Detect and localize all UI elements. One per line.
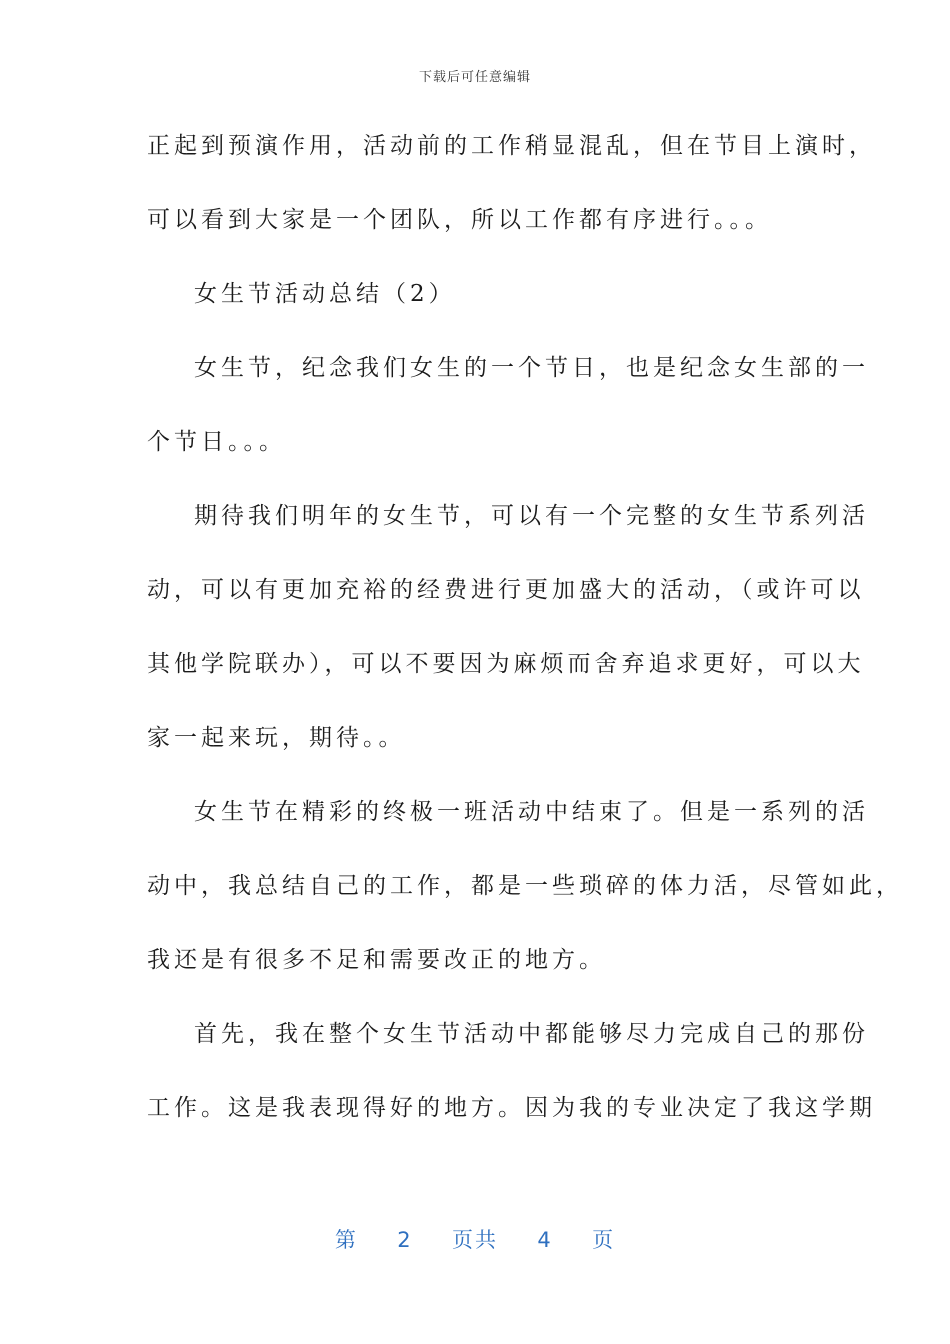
page-header: 下载后可任意编辑 bbox=[418, 70, 531, 85]
text-line: 可以看到大家是一个团队，所以工作都有序进行。。。 bbox=[147, 207, 772, 233]
text-line: 动，可以有更加充裕的经费进行更加盛大的活动，（或许可以 bbox=[147, 577, 865, 603]
text-line: 个节日。。。 bbox=[147, 429, 286, 455]
section-heading: 女生节活动总结（2） bbox=[194, 281, 456, 307]
text-line: 家一起来玩，期待。。 bbox=[147, 725, 406, 751]
text-line: 女生节在精彩的终极一班活动中结束了。但是一系列的活 bbox=[194, 799, 869, 825]
footer-prefix: 第 bbox=[334, 1228, 358, 1252]
footer-suffix: 页 bbox=[592, 1228, 616, 1252]
text-line: 首先，我在整个女生节活动中都能够尽力完成自己的那份 bbox=[194, 1021, 869, 1047]
text-line: 工作。这是我表现得好的地方。因为我的专业决定了我这学期 bbox=[147, 1095, 876, 1121]
text-line: 动中，我总结自己的工作，都是一些琐碎的体力活，尽管如此， bbox=[147, 873, 903, 899]
document-body bbox=[147, 122, 903, 1158]
page-footer bbox=[0, 1224, 950, 1254]
text-line: 其他学院联办），可以不要因为麻烦而舍弃追求更好，可以大 bbox=[147, 651, 865, 677]
text-line: 正起到预演作用，活动前的工作稍显混乱，但在节目上演时， bbox=[147, 133, 876, 159]
footer-middle: 页共 bbox=[452, 1228, 498, 1252]
current-page-number: 2 bbox=[397, 1228, 413, 1252]
text-line: 女生节，纪念我们女生的一个节日，也是纪念女生部的一 bbox=[194, 355, 869, 381]
text-line: 我还是有很多不足和需要改正的地方。 bbox=[147, 947, 606, 973]
total-pages-number: 4 bbox=[537, 1228, 553, 1252]
text-line: 期待我们明年的女生节，可以有一个完整的女生节系列活 bbox=[194, 503, 869, 529]
